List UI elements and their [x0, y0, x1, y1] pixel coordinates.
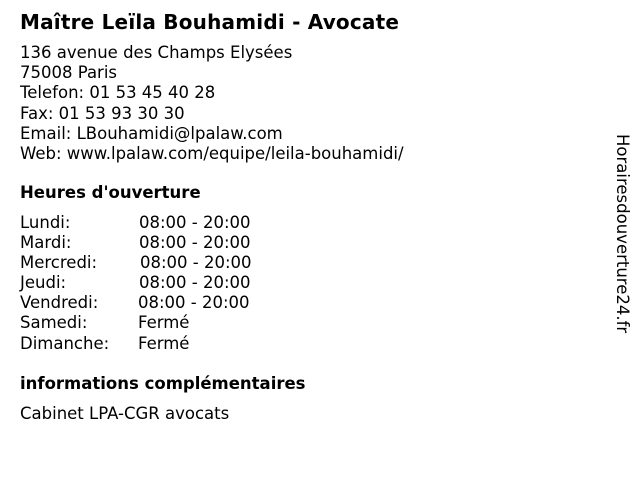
day-hours: 08:00 - 20:00 [139, 233, 251, 253]
day-hours: Fermé [138, 313, 190, 333]
phone-line: Telefon: 01 53 45 40 28 [20, 83, 216, 103]
address-line-1: 136 avenue des Champs Elysées [20, 43, 293, 62]
day-label: Mardi: [20, 233, 72, 253]
address-line-2: 75008 Paris [20, 63, 118, 83]
email-line[interactable]: Email: LBouhamidi@lpalaw.com [20, 123, 283, 143]
day-hours: 08:00 - 20:00 [139, 273, 251, 293]
site-watermark: Horairesdouverture24.fr [613, 134, 632, 334]
day-label: Vendredi: [20, 293, 99, 313]
business-title: Maître Leïla Bouhamidi - Avocate [20, 10, 400, 34]
day-label: Dimanche: [20, 333, 110, 353]
web-line[interactable]: Web: www.lpalaw.com/equipe/leila-bouhamidi/ [20, 144, 404, 164]
additional-info-text: Cabinet LPA-CGR avocats [20, 404, 230, 423]
day-label: Lundi: [20, 213, 71, 232]
day-label: Samedi: [20, 313, 88, 333]
day-label: Mercredi: [20, 253, 98, 273]
additional-info-heading: informations complémentaires [20, 374, 306, 393]
day-hours: 08:00 - 20:00 [138, 293, 250, 313]
opening-hours-heading: Heures d'ouverture [20, 183, 201, 202]
contact-details [20, 43, 600, 164]
day-hours: Fermé [138, 333, 190, 353]
day-label: Jeudi: [20, 273, 67, 293]
business-card [20, 9, 600, 423]
fax-line: Fax: 01 53 93 30 30 [20, 103, 185, 123]
day-hours: 08:00 - 20:00 [140, 253, 252, 273]
day-hours: 08:00 - 20:00 [139, 213, 251, 232]
